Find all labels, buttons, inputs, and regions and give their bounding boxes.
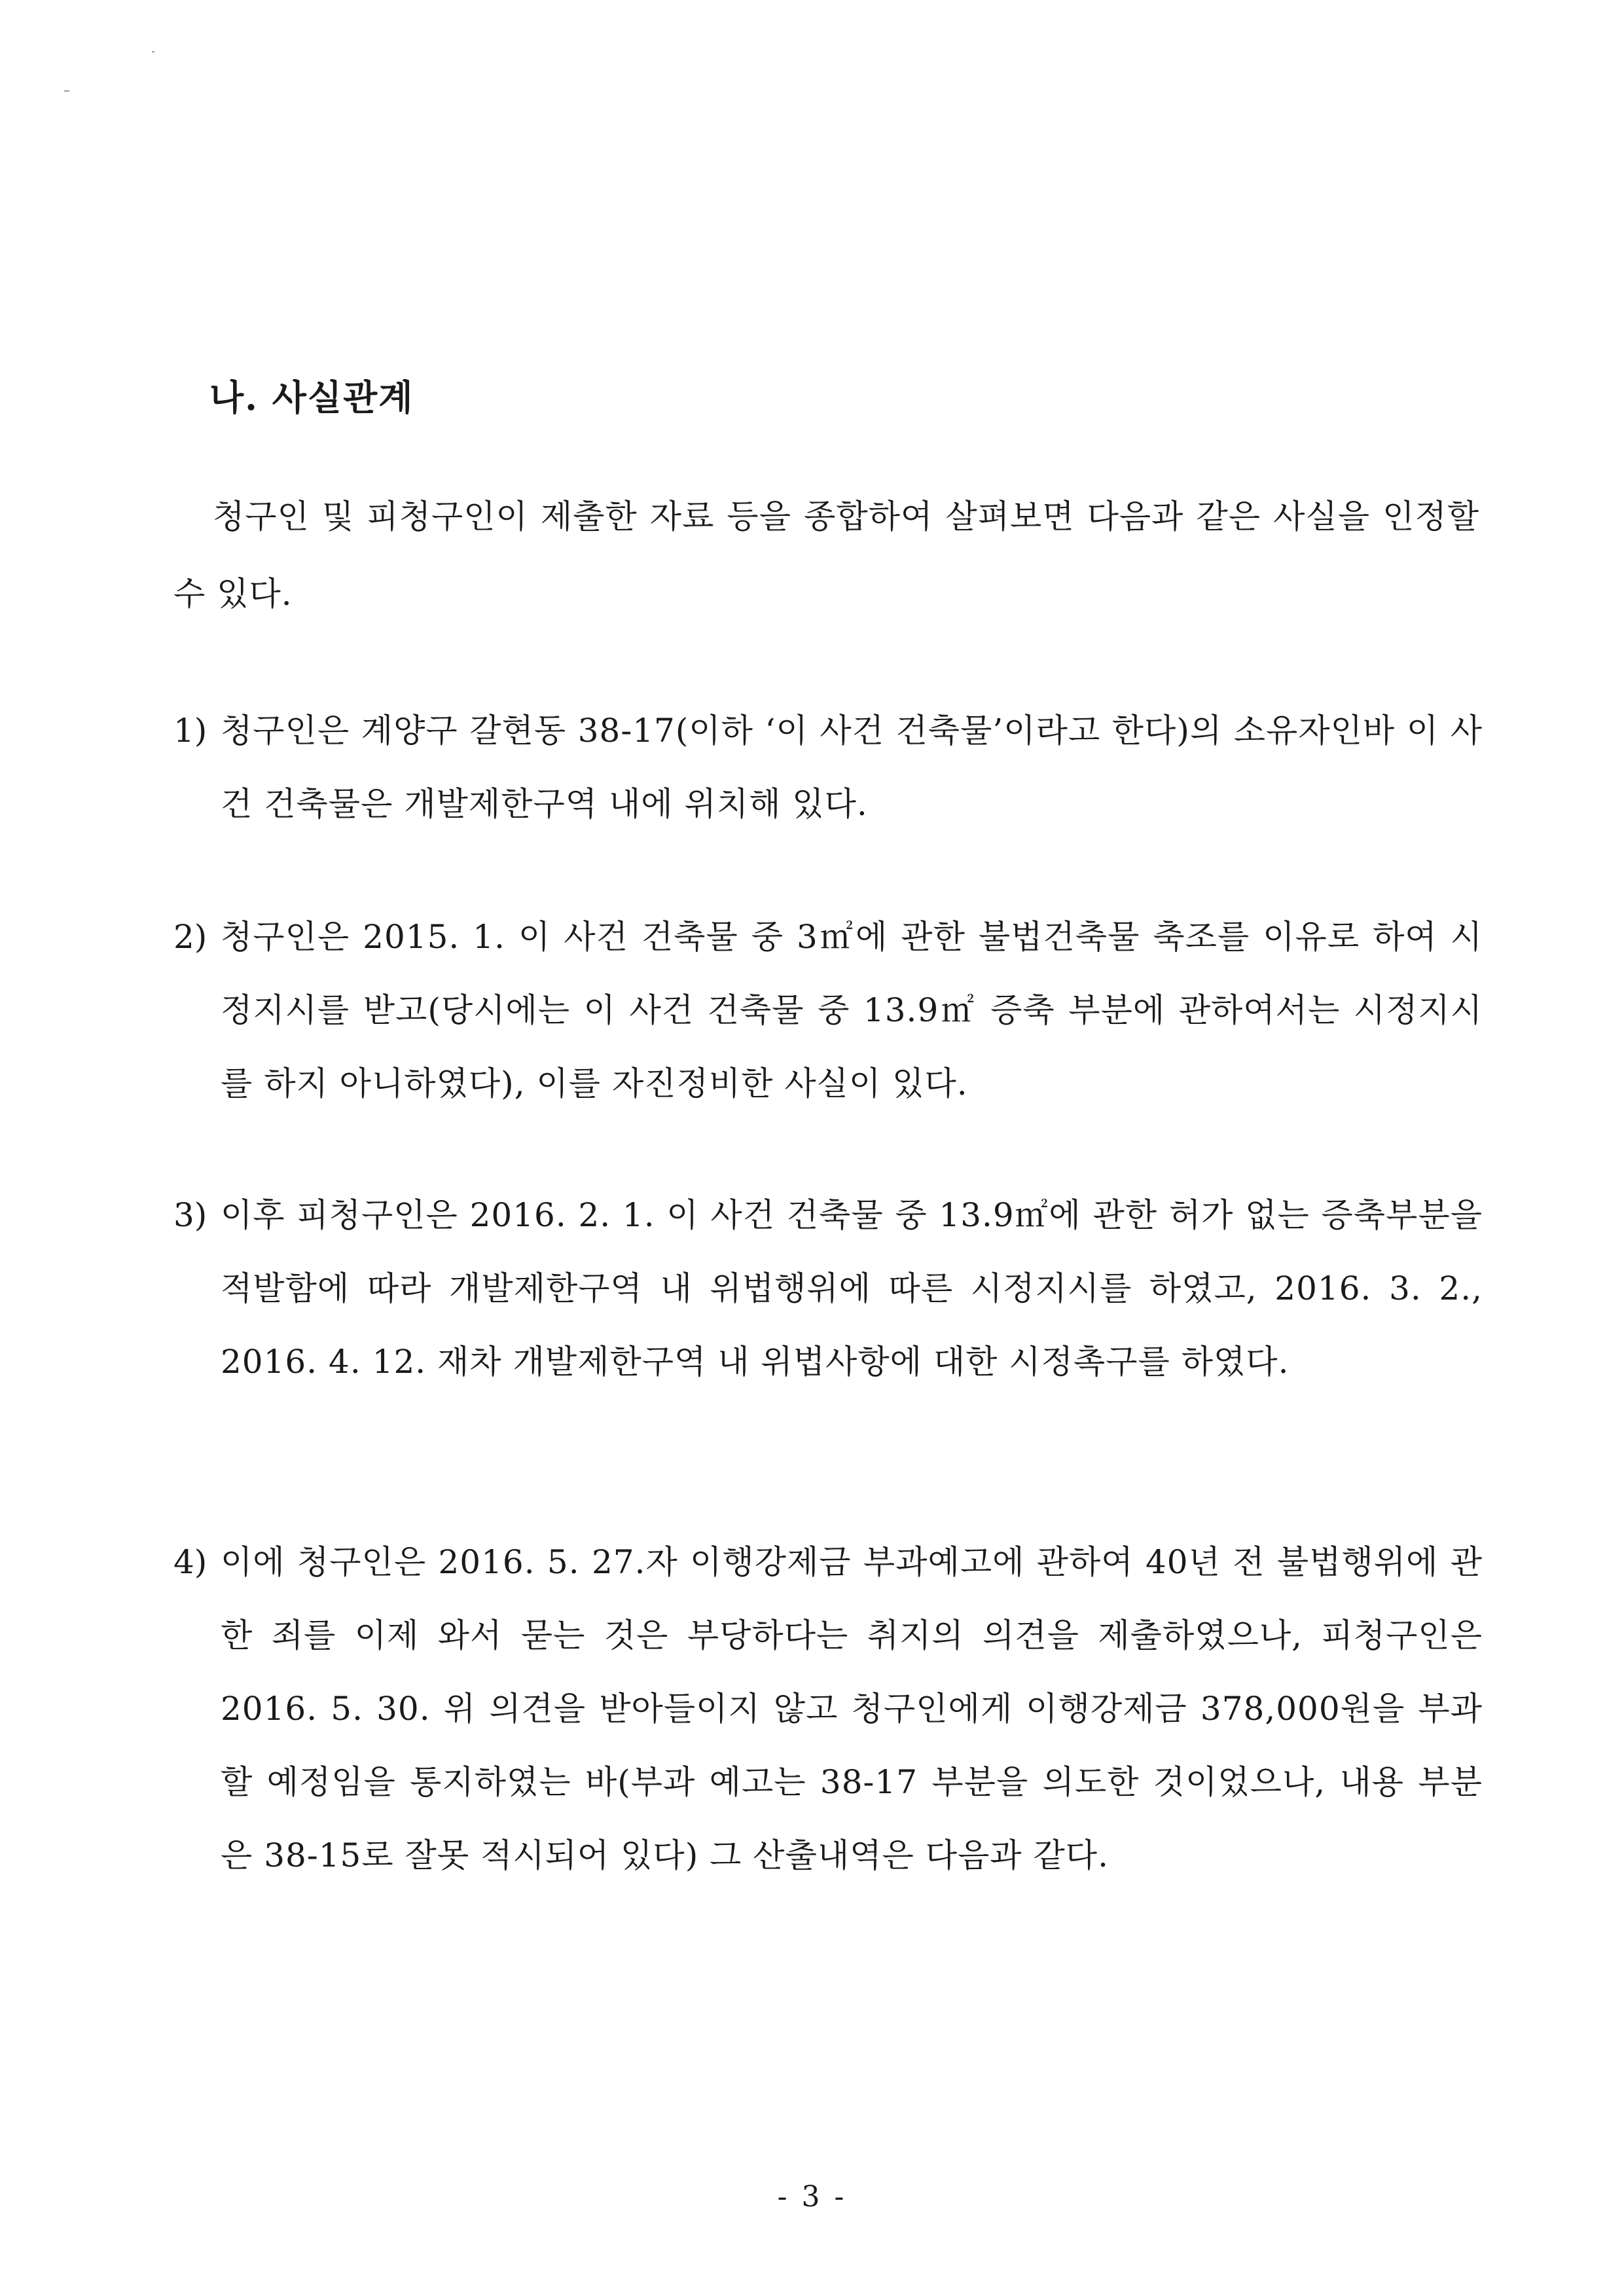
fact-item-text: 청구인은 계양구 갈현동 38-17(이하 ‘이 사건 건축물’이라고 한다)의 소유자인바 이 사건 건축물은 개발제한구역 내에 위치해 있다.	[221, 712, 1483, 823]
fact-item	[173, 1525, 1483, 1892]
page-number: - 3 -	[777, 2180, 847, 2214]
scan-speck	[64, 90, 69, 92]
fact-item-number: 1)	[173, 712, 208, 750]
fact-item-text: 이후 피청구인은 2016. 2. 1. 이 사건 건축물 중 13.9㎡에 관한 허가 없는 증축부분을 적발함에 따라 개발제한구역 내 위법행위에 따른 시정지시를 하였고, 2016. 3. 2., 2016. 4. 12. 재차 개발제한구역 내 위법사항에 대한 시정촉구를 하였다.	[221, 1196, 1483, 1381]
fact-item-text: 이에 청구인은 2016. 5. 27.자 이행강제금 부과예고에 관하여 40년 전 불법행위에 관한 죄를 이제 와서 묻는 것은 부당하다는 취지의 의견을 제출하였으나, 피청구인은 2016. 5. 30. 위 의견을 받아들이지 않고 청구인에게 이행강제금 378,000원을 부과할 예정임을 통지하였는 바(부과 예고는 38-17 부분을 의도한 것이었으나, 내용 부분은 38-15로 잘못 적시되어 있다) 그 산출내역은 다음과 같다.	[221, 1543, 1483, 1874]
intro-paragraph: 청구인 및 피청구인이 제출한 자료 등을 종합하여 살펴보면 다음과 같은 사실을 인정할 수 있다.	[173, 498, 1479, 613]
fact-item-number: 2)	[173, 918, 208, 956]
section-heading: 나. 사실관계	[209, 376, 414, 418]
scan-speck	[152, 51, 154, 52]
fact-item	[173, 1178, 1483, 1398]
fact-item	[173, 694, 1483, 841]
fact-item	[173, 900, 1483, 1120]
fact-item-number: 4)	[173, 1543, 208, 1581]
fact-item-text: 청구인은 2015. 1. 이 사건 건축물 중 3㎡에 관한 불법건축물 축조를 이유로 하여 시정지시를 받고(당시에는 이 사건 건축물 중 13.9㎡ 증축 부분에 관하여서는 시정지시를 하지 아니하였다), 이를 자진정비한 사실이 있다.	[221, 918, 1483, 1102]
fact-item-number: 3)	[173, 1196, 208, 1234]
